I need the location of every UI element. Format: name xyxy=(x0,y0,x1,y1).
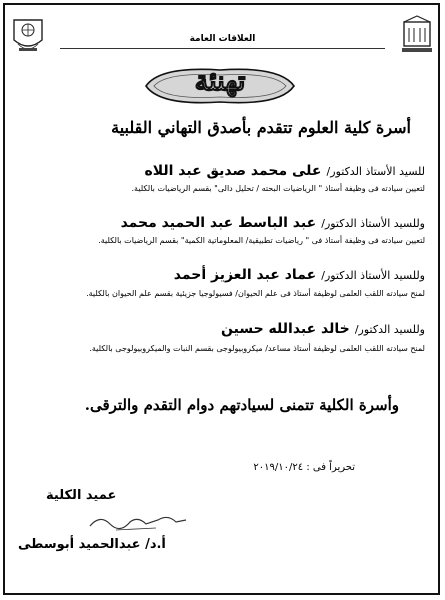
entry-4-detail: لمنح سيادته اللقب العلمى لوظيفة أستاذ مساعد/ ميكروبيولوجى بقسم النبات والميكروبيولوجى بالكلية. xyxy=(89,344,425,353)
entry-2-detail: لتعيين سيادته فى وظيفة أستاذ فى " رياضيات تطبيقية/ المعلوماتية الكمية" بقسم الرياضيات بالكلية. xyxy=(98,236,425,245)
closing-statement: وأسرة الكلية تتمنى لسيادتهم دوام التقدم والترقى. xyxy=(84,396,399,414)
dean-title: عميد الكلية xyxy=(46,488,117,503)
public-relations-label: العلاقات العامة xyxy=(189,34,256,44)
entry-4-prefix: وللسيد الدكتور/ xyxy=(354,323,425,336)
entry-1-prefix: للسيد الأستاذ الدكتور/ xyxy=(326,165,425,178)
entry-1-name: على محمد صديق عبد اللاه xyxy=(144,163,322,179)
header-divider xyxy=(60,48,385,49)
entry-3-prefix: وللسيد الأستاذ الدكتور/ xyxy=(321,269,425,282)
entry-2-name: عبد الباسط عبد الحميد محمد xyxy=(120,215,317,231)
headline: أسرة كلية العلوم تتقدم بأصدق التهاني القلبية xyxy=(111,118,411,137)
university-logo-icon xyxy=(10,14,46,56)
congratulations-title: تهنئة xyxy=(194,66,246,97)
entry-2-prefix: وللسيد الأستاذ الدكتور/ xyxy=(321,217,425,230)
entry-4-name: خالد عبدالله حسين xyxy=(221,321,350,337)
entry-1-detail: لتعيين سيادته فى وظيفة أستاذ " الرياضيات البحته / تحليل دالى" بقسم الرياضيات بالكلية. xyxy=(131,184,425,193)
issue-date: تحريراً فى : ٢٠١٩/١٠/٢٤ xyxy=(253,462,355,473)
dean-name: أ.د/ عبدالحميد أبوسطى xyxy=(18,537,166,552)
entry-3-detail: لمنح سيادته اللقب العلمى لوظيفة أستاذ فى علم الحيوان/ فسيولوجيا جزيئية بقسم علم الحيوان بالكلية. xyxy=(86,289,425,298)
entry-3-name: عماد عبد العزيز أحمد xyxy=(173,267,317,283)
faculty-logo-icon xyxy=(399,14,435,56)
entry-3 xyxy=(174,264,425,283)
entry-2 xyxy=(121,212,425,231)
dean-signature xyxy=(86,508,191,534)
entry-1 xyxy=(144,160,425,179)
entry-4 xyxy=(221,318,425,337)
